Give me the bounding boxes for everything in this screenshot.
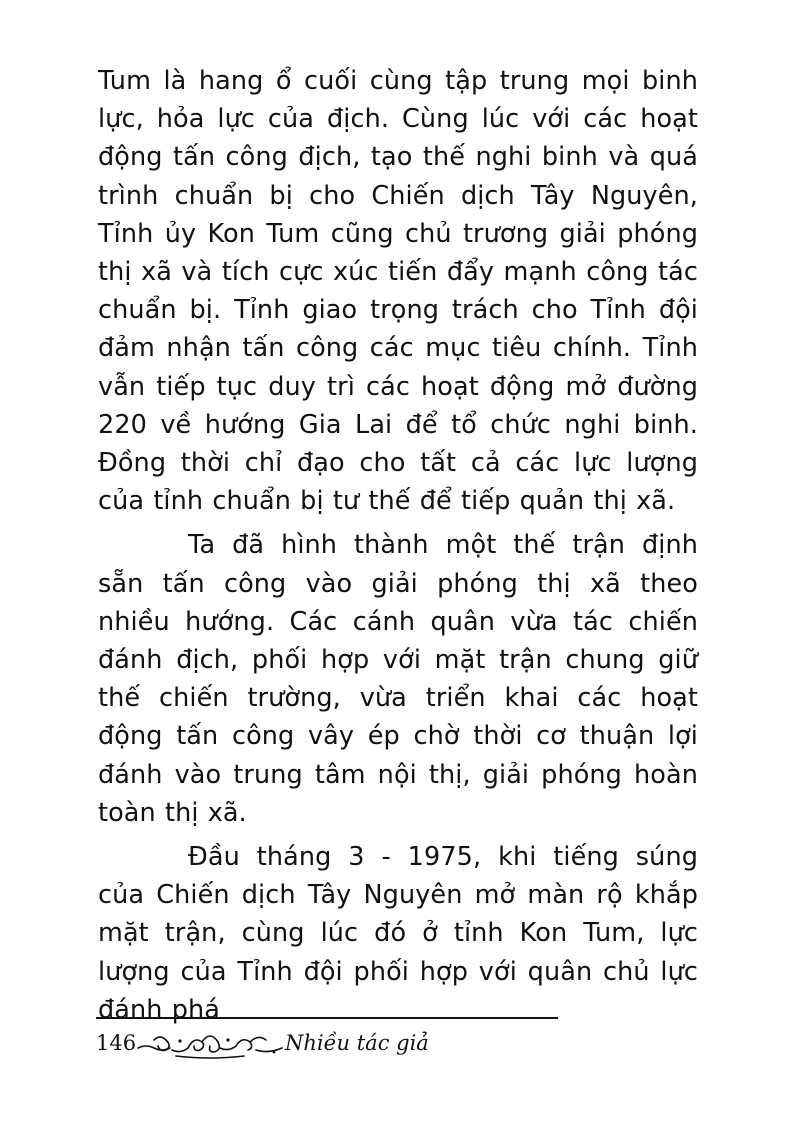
author-credit: Nhiều tác giả xyxy=(285,1031,429,1055)
paragraph-1: Tum là hang ổ cuối cùng tập trung mọi binh lực, hỏa lực của địch. Cùng lúc với các hoạt động tấn công địch, tạo thế nghi binh và quá trình chuẩn bị cho Chiến dịch Tây Nguyên, Tỉnh ủy Kon Tum cũng chủ trương giải phóng thị xã và tích cực xúc tiến đẩy mạnh công tác chuẩn bị. Tỉnh giao trọng trách cho Tỉnh đội đảm nhận tấn công các mục tiêu chính. Tỉnh vẫn tiếp tục duy trì các hoạt động mở đường 220 về hướng Gia Lai để tổ chức nghi binh. Đồng thời chỉ đạo cho tất cả các lực lượng của tỉnh chuẩn bị tư thế để tiếp quản thị xã. xyxy=(98,66,698,517)
paragraph-2: Ta đã hình thành một thế trận định sẵn tấn công vào giải phóng thị xã theo nhiều hướng. Các cánh quân vừa tác chiến đánh địch, phối hợp với mặt trận chung giữ thế chiến trường, vừa triển khai các hoạt động tấn công vây ép chờ thời cơ thuận lợi đánh vào trung tâm nội thị, giải phóng hoàn toàn thị xã. xyxy=(98,530,698,828)
decorative-flourish-icon xyxy=(136,1026,284,1060)
paragraph-3: Đầu tháng 3 - 1975, khi tiếng súng của Chiến dịch Tây Nguyên mở màn rộ khắp mặt trận, cùng lúc đó ở tỉnh Kon Tum, lực lượng của Tỉnh đội phối hợp với quân chủ lực đánh phá xyxy=(98,842,698,1025)
body-text xyxy=(98,62,698,1029)
page-number: 146 xyxy=(96,1031,137,1055)
footer-rule xyxy=(96,1017,558,1019)
page-footer xyxy=(96,1012,566,1082)
